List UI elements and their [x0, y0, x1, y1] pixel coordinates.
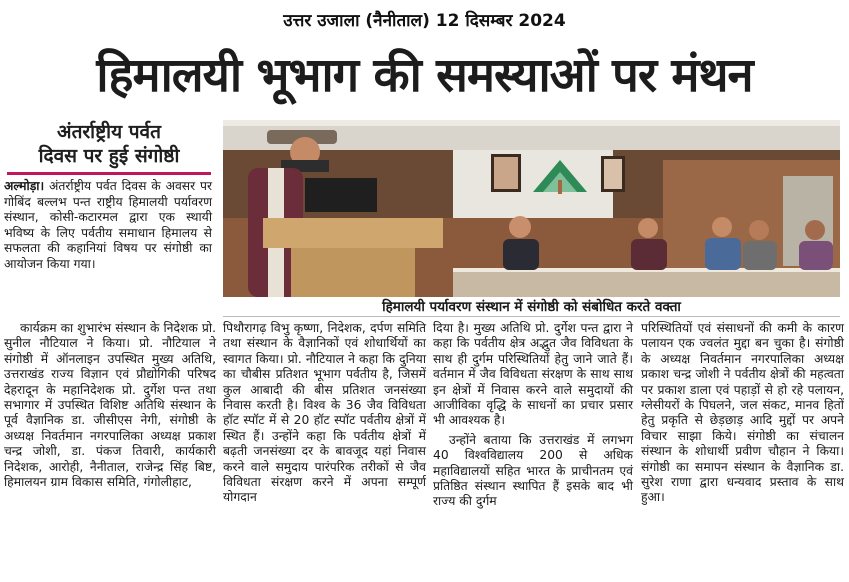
- event-photo-illustration: [223, 120, 840, 297]
- subheadline-line-2: दिवस पर हुई संगोष्ठी: [38, 145, 180, 167]
- headline: हिमालयी भूभाग की समस्याओं पर मंथन: [96, 48, 753, 103]
- lead-text: अंतर्राष्ट्रीय पर्वत दिवस के अवसर पर गोबिंद बल्लभ पन्त राष्ट्रीय हिमालयी पर्यावरण संस्थान, कोसी-कटारमल द्वारा एक स्थायी भविष्य के लिए पर्वतीय समाधान हिमालय से सफलता की कहानियां विषय पर संगोष्ठी का आयोजन किया गया।: [4, 179, 212, 271]
- event-photo: [223, 120, 840, 297]
- dateline: अल्मोड़ा।: [4, 179, 45, 193]
- article-column-3: [433, 321, 633, 510]
- newspaper-masthead: उत्तर उजाला (नैनीताल) 12 दिसम्बर 2024: [283, 11, 566, 31]
- subheadline-rule: [7, 172, 211, 175]
- article-column-2: [223, 321, 426, 506]
- paragraph: परिस्थितियों एवं संसाधनों की कमी के कारण पलायन एक ज्वलंत मुद्दा बन चुका है। संगोष्ठी के अध्यक्ष निवर्तमान नगरपालिका अध्यक्ष प्रकाश चन्द्र जोशी ने पर्वतीय क्षेत्रों की महत्वता पर प्रकाश डाला एवं पहाड़ों से हो रहे पलायन, ग्लेसीयरों के पिघलने, जल संकट, मानव हितों हेतु प्रकृति से छेड़छाड़ आदि मुद्दों पर अपने विचार साझा किये। संगोष्ठी का संचालन संस्थान के शोधार्थी प्रवीण चौहान ने किया। संगोष्ठी का समापन संस्थान के वैज्ञानिक डा. सुरेश राणा द्वारा धन्यवाद प्रस्ताव के साथ हुआ।: [641, 321, 844, 505]
- article-column-4: [641, 321, 844, 506]
- article-column-1: [4, 321, 216, 490]
- photo-caption: हिमालयी पर्यावरण संस्थान में संगोष्ठी को संबोधित करते वक्ता: [223, 297, 840, 317]
- lead-paragraph: [4, 179, 214, 273]
- sidebar-story: [4, 120, 214, 273]
- subheadline: [4, 120, 214, 168]
- paragraph: पिथौरागढ़ विभु कृष्णा, निदेशक, दर्पण समिति तथा संस्थान के वैज्ञानिकों एवं शोधार्थियों का स्वागत किया। प्रो. नौटियाल ने कहा कि दुनिया का चौबीस प्रतिशत भूभाग पर्वतीय है, जिसमें कुल आबादी की बीस प्रतिशत जनसंख्या निवास करती है। विश्व के 36 जैव विविधता हॉट स्पॉट में से 20 हॉट स्पॉट पर्वतीय क्षेत्रों में स्थित हैं। उन्होंने कहा कि पर्वतीय क्षेत्रों में बढ़ती जनसंख्या दर के बावजूद यहां निवास करने वाले समुदाय पारंपरिक तरीकों से जैव विविधता संरक्षण करने में अपना सम्पूर्ण योगदान: [223, 321, 426, 505]
- paragraph: कार्यक्रम का शुभारंभ संस्थान के निदेशक प्रो. सुनील नौटियाल ने किया। प्रो. नौटियाल ने संगोष्ठी में ऑनलाइन उपस्थित मुख्य अतिथि, उत्तराखंड राज्य विज्ञान एवं प्रौद्योगिकी परिषद देहरादून के महानिदेशक प्रो. दुर्गेश पन्त तथा सभागार में उपस्थित विशिष्ट अतिथि संस्थान के पूर्व वैज्ञानिक डा. जीसीएस नेगी, संगोष्ठी के अध्यक्ष निवर्तमान नगरपालिका अध्यक्ष प्रकाश चन्द्र जोशी, डा. पंकज तिवारी, कार्यकारी निदेशक, आरोही, नैनीताल, राजेन्द्र सिंह बिष्ट, हिमालयन ग्राम विकास समिति, गंगोलीहाट,: [4, 321, 216, 490]
- paragraph: उन्होंने बताया कि उत्तराखंड में लगभग 40 विश्वविद्यालय 200 से अधिक महाविद्यालयों सहित भारत के प्राचीनतम एवं प्रतिष्ठित संस्थान स्थापित हैं इसके बाद भी राज्य की दुर्गम: [433, 432, 633, 509]
- subheadline-line-1: अंतर्राष्ट्रीय पर्वत: [57, 121, 161, 143]
- paragraph: दिया है। मुख्य अतिथि प्रो. दुर्गेश पन्त द्वारा ने कहा कि पर्वतीय क्षेत्र अद्भुत जैव विविधता के साथ ही दुर्गम परिस्थितियों हेतु जाने जाते हैं। वर्तमान में जैव विविधता संरक्षण के साथ साथ इन क्षेत्रों में निवास करने वाले समुदायों की आजीविका वृद्धि के साधनों का प्रचार प्रसार भी आवश्यक है।: [433, 321, 633, 428]
